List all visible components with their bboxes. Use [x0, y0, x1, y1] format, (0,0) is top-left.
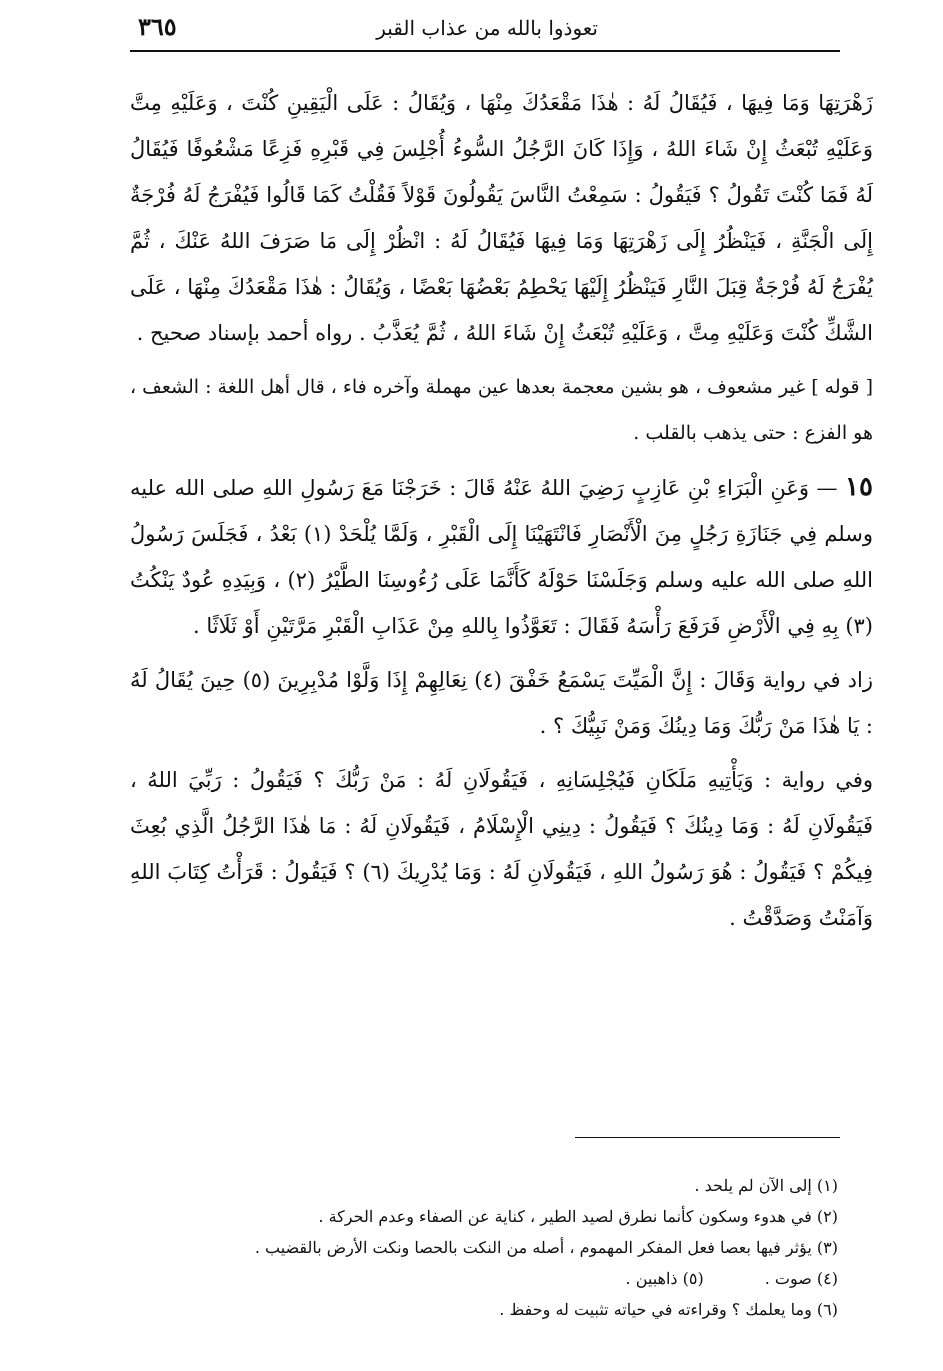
footnote-4-5: (٤) صوت . (٥) ذاهبين .: [625, 1269, 838, 1288]
running-title: تعوذوا بالله من عذاب القبر: [376, 16, 598, 40]
page-number: ٣٦٥: [138, 12, 177, 41]
gloss-note: [ قوله ] غير مشعوف ، هو بشين معجمة بعدها عين مهملة وآخره فاء ، قال أهل اللغة : الشعف ، هو الفزع : حتى يذهب بالقلب .: [130, 376, 873, 444]
footnote-rule: [575, 1137, 840, 1138]
paragraph-4: وفي رواية : وَيَأْتِيهِ مَلَكَانِ فَيُجْلِسَانِهِ ، فَيَقُولَانِ لَهُ : مَنْ رَبُّكَ ؟ فَيَقُولُ : رَبِّيَ اللهُ ، فَيَقُولَانِ لَهُ : وَمَا دِينُكَ ؟ فَيَقُولُ : دِينِي الْإِسْلَامُ ، فَيَقُولَانِ لَهُ : مَا هٰذَا الرَّجُلُ الَّذِي بُعِثَ فِيكُمْ ؟ فَيَقُولُ : هُوَ رَسُولُ اللهِ ، فَيَقُولَانِ لَهُ : وَمَا يُدْرِيكَ (٦) ؟ فَيَقُولُ : قَرَأْتُ كِتَابَ اللهِ وَآمَنْتُ وَصَدَّقْتُ .: [130, 768, 873, 930]
header-rule: [130, 50, 840, 52]
paragraph-3: زاد في رواية وَقَالَ : إِنَّ الْمَيِّتَ يَسْمَعُ خَفْقَ (٤) نِعَالِهِمْ إِذَا وَلَّوْا مُدْبِرِينَ (٥) حِينَ يُقَالُ لَهُ : يَا هٰذَا مَنْ رَبُّكَ وَمَا دِينُكَ وَمَنْ نَبِيُّكَ ؟ .: [130, 668, 874, 738]
footnote-6: (٦) وما يعلمك ؟ وقراءته في حياته تثبيت له وحفظ .: [499, 1300, 838, 1319]
paragraph-1: زَهْرَتِهَا وَمَا فِيهَا ، فَيُقَالُ لَهُ : هٰذَا مَقْعَدُكَ مِنْهَا ، وَيُقَالُ : عَلَى الْيَقِينِ كُنْتَ ، وَعَلَيْهِ مِتَّ وَعَلَيْهِ تُبْعَثُ إِنْ شَاءَ اللهُ ، وَإِذَا كَانَ الرَّجُلُ السُّوءُ أُجْلِسَ فِي قَبْرِهِ فَزِعًا مَشْعُوفًا فَيُقَالُ لَهُ فَمَا كُنْتَ تَقُولُ ؟ فَيَقُولُ : سَمِعْتُ النَّاسَ يَقُولُونَ قَوْلاً فَقُلْتُ كَمَا قَالُوا فَيُفْرَجُ لَهُ فُرْجَةٌ إِلَى الْجَنَّةِ ، فَيَنْظُرُ إِلَى زَهْرَتِهَا وَمَا فِيهَا فَيُقَالُ لَهُ : انْظُرْ إِلَى مَا صَرَفَ اللهُ عَنْكَ ، ثُمَّ يُفْرَجُ لَهُ فُرْجَةٌ قِبَلَ النَّارِ فَيَنْظُرُ إِلَيْهَا يَحْطِمُ بَعْضُهَا بَعْضًا ، وَيُقَالُ : هٰذَا مَقْعَدُكَ مِنْهَا ، عَلَى الشَّكِّ كُنْتَ وَعَلَيْهِ مِتَّ ، وَعَلَيْهِ تُبْعَثُ إِنْ شَاءَ اللهُ ، ثُمَّ يُعَذَّبُ . رواه أحمد بإسناد صحيح .: [130, 91, 873, 345]
hadith-number: ١٥: [845, 472, 873, 502]
page-header: [130, 8, 808, 50]
hadith-paragraph: [130, 464, 873, 649]
footnotes: [140, 1170, 838, 1325]
footnote-1: (١) إلى الآن لم يلحد .: [694, 1176, 838, 1195]
footnote-2: (٢) في هدوء وسكون كأنما نطرق لصيد الطير ، كناية عن الصفاء وعدم الحركة .: [318, 1207, 838, 1226]
main-text: [130, 80, 873, 949]
paragraph-2: — وَعَنِ الْبَرَاءِ بْنِ عَازِبٍ رَضِيَ اللهُ عَنْهُ قَالَ : خَرَجْنَا مَعَ رَسُولِ اللهِ صلى الله عليه وسلم فِي جَنَازَةِ رَجُلٍ مِنَ الْأَنْصَارِ فَانْتَهَيْنَا إِلَى الْقَبْرِ ، وَلَمَّا يُلْحَدْ (١) بَعْدُ ، فَجَلَسَ رَسُولُ اللهِ صلى الله عليه وسلم وَجَلَسْنَا حَوْلَهُ كَأَنَّمَا عَلَى رُءُوسِنَا الطَّيْرُ (٢) ، وَبِيَدِهِ عُودٌ يَنْكُتُ (٣) بِهِ فِي الْأَرْضِ فَرَفَعَ رَأْسَهُ فَقَالَ : تَعَوَّذُوا بِاللهِ مِنْ عَذَابِ الْقَبْرِ مَرَّتَيْنِ أَوْ ثَلَاثًا .: [130, 476, 873, 638]
footnote-3: (٣) يؤثر فيها بعصا فعل المفكر المهموم ، أصله من النكت بالحصا ونكت الأرض بالقضيب .: [254, 1238, 838, 1257]
